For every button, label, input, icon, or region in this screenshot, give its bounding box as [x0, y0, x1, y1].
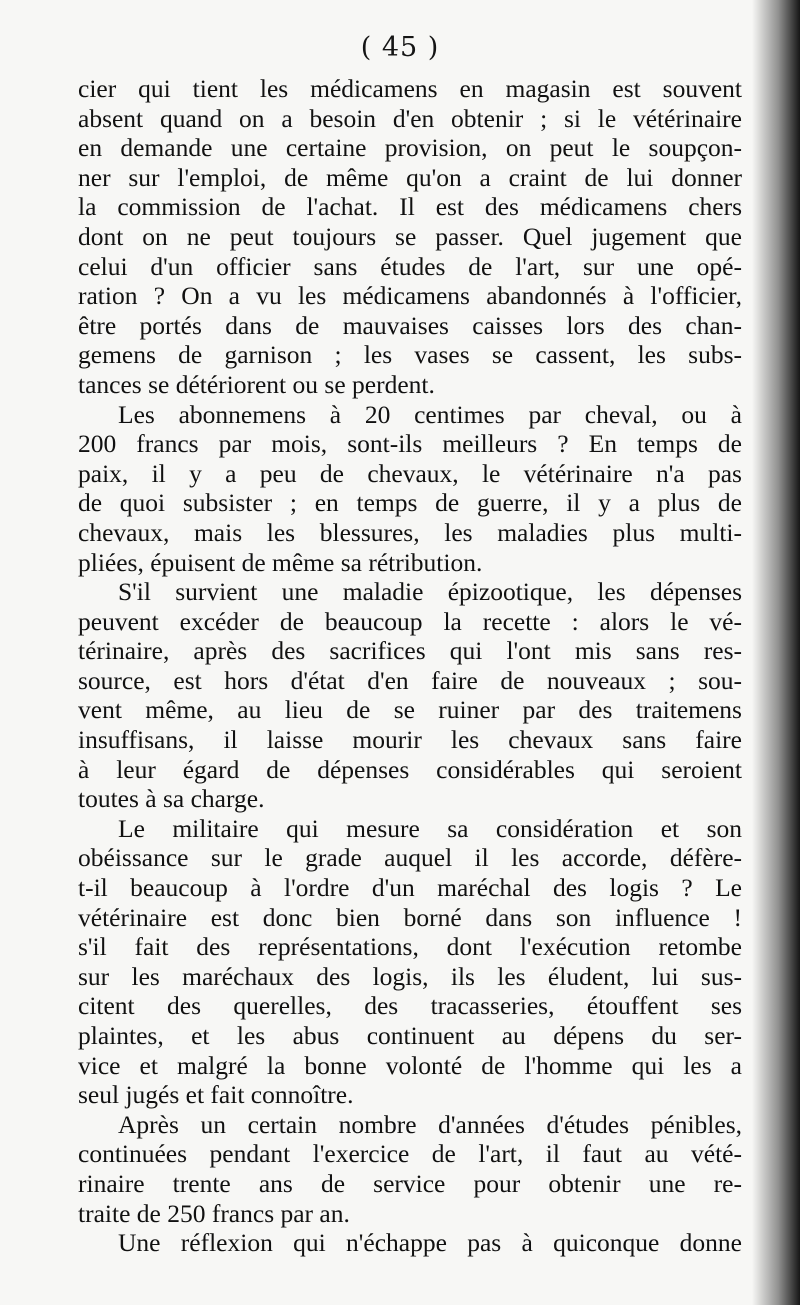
text-line: rinaire trente ans de service pour obtenir une re-: [78, 1168, 742, 1198]
text-line: Les abonnemens à 20 centimes par cheval, ou à: [118, 399, 742, 429]
text-line: Après un certain nombre d'années d'études pénibles,: [118, 1109, 742, 1139]
text-line: S'il survient une maladie épizootique, les dépenses: [118, 577, 742, 607]
text-line: en demande une certaine provision, on peut le soupçon-: [78, 133, 742, 163]
text-line: source, est hors d'état d'en faire de nouveaux ; sou-: [78, 665, 742, 695]
text-line: ner sur l'emploi, de même qu'on a craint de lui donner: [78, 162, 742, 192]
text-line: vent même, au lieu de se ruiner par des traitemens: [78, 695, 742, 725]
text-line: toutes à sa charge.: [78, 784, 265, 814]
text-line: t-il beaucoup à l'ordre d'un maréchal des logis ? Le: [78, 873, 742, 903]
text-line: 200 francs par mois, sont-ils meilleurs ? En temps de: [78, 429, 742, 459]
text-line: Le militaire qui mesure sa considération et son: [118, 813, 742, 843]
text-line: vétérinaire est donc bien borné dans son influence !: [78, 902, 742, 932]
text-line: dont on ne peut toujours se passer. Quel jugement que: [78, 221, 742, 251]
text-line: gemens de garnison ; les vases se cassent, les subs-: [78, 340, 742, 370]
text-line: celui d'un officier sans études de l'art, sur une opé-: [78, 251, 742, 281]
page-number: ( 45 ): [360, 32, 440, 63]
text-line: obéissance sur le grade auquel il les accorde, défère-: [78, 843, 742, 873]
text-line: chevaux, mais les blessures, les maladies plus multi-: [78, 517, 742, 547]
text-line: sur les maréchaux des logis, ils les éludent, lui sus-: [78, 961, 742, 991]
page-edge-shadow: [752, 0, 800, 1305]
text-line: de quoi subsister ; en temps de guerre, il y a plus de: [78, 488, 742, 518]
text-line: paix, il y a peu de chevaux, le vétérinaire n'a pas: [78, 458, 742, 488]
text-line: Une réflexion qui n'échappe pas à quiconque donne: [118, 1228, 742, 1258]
text-line: seul jugés et fait connoître.: [78, 1080, 354, 1110]
text-line: continuées pendant l'exercice de l'art, il faut au vété-: [78, 1139, 742, 1169]
text-line: vice et malgré la bonne volonté de l'homme qui les a: [78, 1050, 742, 1080]
text-line: ration ? On a vu les médicamens abandonnés à l'officier,: [78, 281, 742, 311]
text-line: tances se détériorent ou se perdent.: [78, 369, 435, 399]
body-text: [78, 74, 742, 1258]
text-line: s'il fait des représentations, dont l'exécution retombe: [78, 932, 742, 962]
text-line: insuffisans, il laisse mourir les chevaux sans faire: [78, 725, 742, 755]
text-line: être portés dans de mauvaises caisses lors des chan-: [78, 310, 742, 340]
text-line: citent des querelles, des tracasseries, étouffent ses: [78, 991, 742, 1021]
text-line: pliées, épuisent de même sa rétribution.: [78, 547, 483, 577]
text-line: peuvent excéder de beaucoup la recette : alors le vé-: [78, 606, 742, 636]
text-line: la commission de l'achat. Il est des médicamens chers: [78, 192, 742, 222]
text-line: à leur égard de dépenses considérables qui seroient: [78, 754, 742, 784]
text-line: plaintes, et les abus continuent au dépens du ser-: [78, 1021, 742, 1050]
text-line: absent quand on a besoin d'en obtenir ; si le vétérinaire: [78, 103, 742, 133]
text-line: traite de 250 francs par an.: [78, 1198, 350, 1228]
text-line: térinaire, après des sacrifices qui l'ont mis sans res-: [78, 636, 742, 666]
text-line: cier qui tient les médicamens en magasin est souvent: [78, 74, 742, 103]
